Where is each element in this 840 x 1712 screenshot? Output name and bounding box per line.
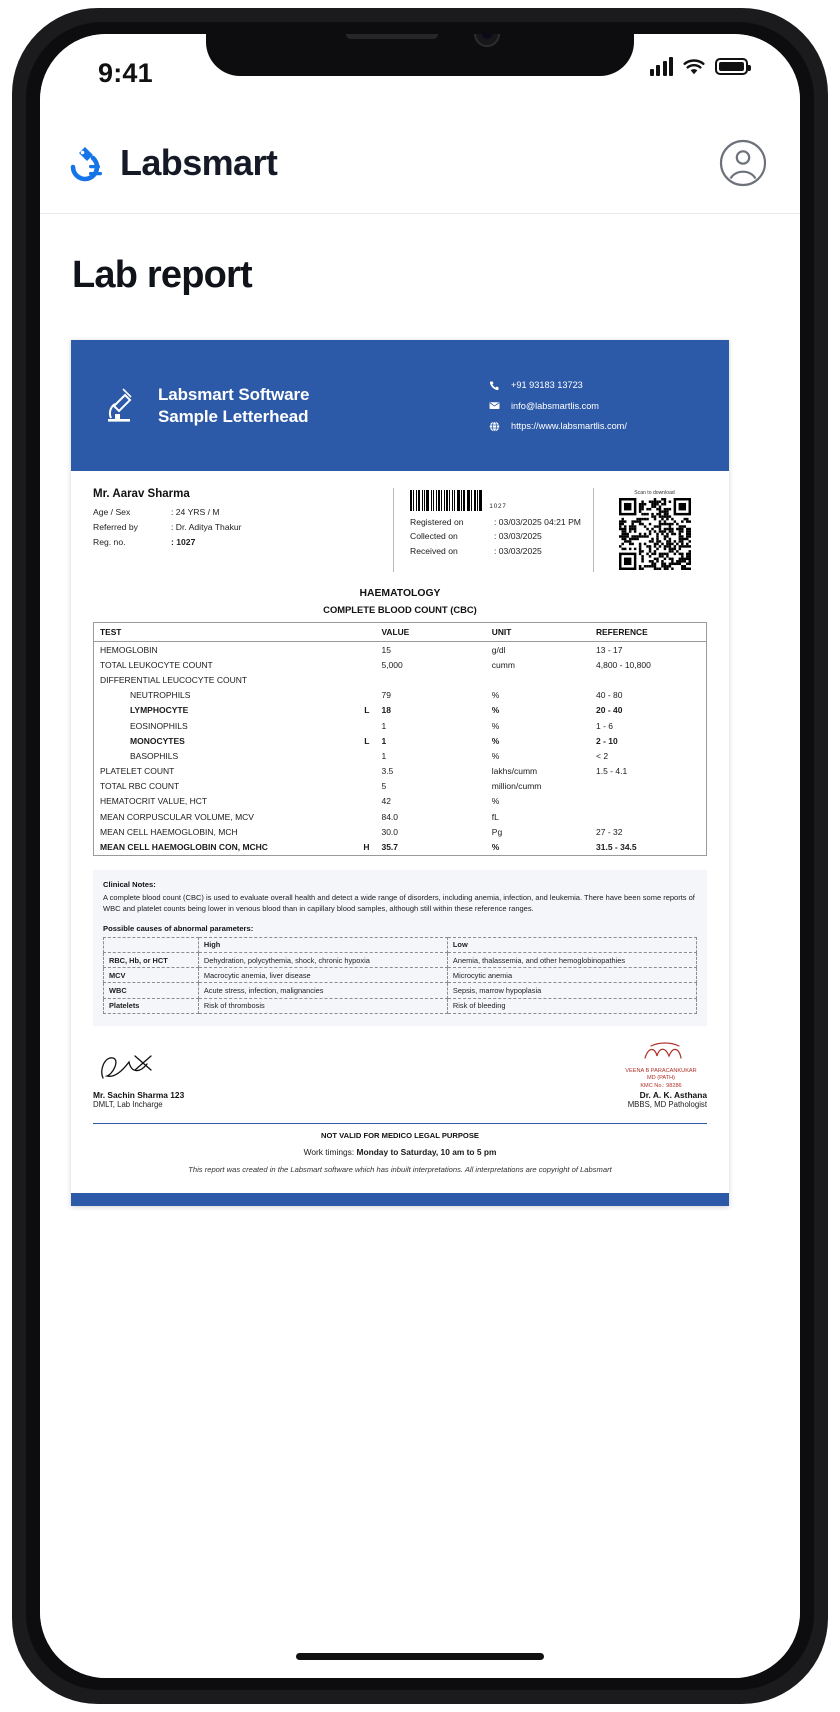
signature-icon [93,1050,167,1086]
brand-name: Labsmart [120,141,278,183]
received-on-row [410,544,583,558]
cell-flag [357,824,375,839]
cell-unit: % [491,842,500,853]
microscope-logo-icon [65,141,107,185]
causes-col-low: Low [447,937,696,952]
cell-reference: 4,800 - 10,800 [596,659,651,670]
cell-value: 5,000 [381,659,403,670]
patient-field-age-value: : 24 YRS / M [171,507,220,517]
pathologist-stamp [615,1068,707,1091]
earpiece-speaker [346,34,438,39]
cell-value: 35.7 [381,842,399,853]
notch [206,34,634,76]
cell-test: DIFFERENTIAL LEUCOCYTE COUNT [100,674,248,685]
letterhead-contacts [488,380,703,432]
patient-field-age-label: Age / Sex [93,507,131,517]
collected-on-label: Collected on [410,531,458,542]
page-title: Lab report [72,254,252,296]
cell-unit: Pg [491,826,503,837]
causes-row [104,953,697,968]
cell-value: 42 [381,796,391,807]
cell-low: Sepsis, marrow hypoplasia [447,983,696,998]
table-row [94,748,707,763]
results-body [94,642,707,856]
signature-right-name: Dr. A. K. Asthana [639,1090,707,1101]
cell-reference: < 2 [596,750,609,761]
table-row [94,657,707,672]
contact-email[interactable] [488,400,703,411]
table-row [94,733,707,748]
table-row [94,672,707,687]
cell-flag [357,688,375,703]
col-unit: UNIT [486,623,590,642]
causes-header-row [104,937,697,952]
cell-high: Macrocytic anemia, liver disease [198,968,447,983]
cell-value: 15 [381,644,391,655]
cell-value: 84.0 [381,811,399,822]
registered-on-row [410,515,583,529]
signature-left [93,1050,184,1109]
cell-test: HEMOGLOBIN [100,644,158,655]
page-content [40,214,800,1678]
table-row [94,764,707,779]
cell-reference [590,794,707,809]
cell-reference: 20 - 40 [596,705,623,716]
cell-unit: % [491,705,500,716]
cell-test: PLATELET COUNT [100,766,175,777]
cell-flag [357,718,375,733]
cell-parameter: WBC [104,983,199,998]
report-footer [93,1123,707,1184]
results-header-row [94,623,707,642]
patient-field-regno-value: : 1027 [171,536,196,547]
cell-value: 1 [381,750,387,761]
lab-report-document [71,340,729,1206]
causes-row [104,968,697,983]
letterhead-line2: Sample Letterhead [158,406,309,426]
stamp-qual: MD (PATH) [646,1075,676,1082]
footer-work-timings [93,1147,707,1157]
app-header [40,112,800,214]
cell-flag: L [364,705,370,716]
home-indicator[interactable] [296,1653,544,1660]
causes-row [104,983,697,998]
cell-test: TOTAL RBC COUNT [100,781,180,792]
cell-value: 79 [381,690,391,701]
cell-flag [357,642,375,658]
cell-value: 18 [381,705,391,716]
table-row [94,779,707,794]
work-timings-label: Work timings: [303,1147,355,1158]
col-reference: REFERENCE [590,623,707,642]
cell-value: 3.5 [381,766,394,777]
cell-test: MONOCYTES [130,735,185,746]
patient-details [93,488,393,572]
contact-website[interactable] [488,421,703,432]
cell-test: TOTAL LEUKOCYTE COUNT [100,659,213,670]
table-row [94,824,707,839]
cell-high: Risk of thrombosis [198,998,447,1013]
cell-test: LYMPHOCYTE [130,705,189,716]
cell-test: BASOPHILS [130,750,179,761]
patient-info-strip [71,471,729,584]
cell-test: MEAN CELL HAEMOGLOBIN, MCH [100,826,238,837]
cell-test: MEAN CORPUSCULAR VOLUME, MCV [100,811,254,822]
cell-unit: % [491,735,500,746]
patient-field-referred-value: : Dr. Aditya Thakur [171,521,242,532]
cell-unit: % [491,750,500,761]
cell-unit: % [491,720,500,731]
cell-reference: 27 - 32 [596,826,623,837]
front-camera-icon [474,34,500,47]
received-on-label: Received on [410,545,458,556]
panel-title: COMPLETE BLOOD COUNT (CBC) [323,604,477,615]
signature-left-name: Mr. Sachin Sharma 123 [93,1090,185,1101]
footer-blue-bar [71,1193,729,1206]
cell-unit [486,672,590,687]
table-row [94,794,707,809]
cell-reference: 1 - 6 [596,720,614,731]
department-title: HAEMATOLOGY [359,588,441,599]
patient-name: Mr. Aarav Sharma [93,488,190,500]
clinical-notes-panel [93,870,707,1026]
stamp-kmc: KMC No.: 98286 [640,1082,682,1089]
col-value: VALUE [375,623,485,642]
collected-on-row [410,529,583,543]
cell-low: Risk of bleeding [447,998,696,1013]
clinical-notes-body: A complete blood count (CBC) is used to evaluate overall health and detect a wide range of disorders, including anemia, infection, and leukemia. There have been some reports of WBC and platelet counts being lower in venous blood than in capillary blood samples, although still within these reference ranges. [103,892,695,914]
barcode-bars [410,490,482,511]
cell-high: Dehydration, polycythemia, shock, chronic hypoxia [198,953,447,968]
table-row [94,809,707,824]
registered-on-label: Registered on [410,517,464,527]
cell-unit: % [491,796,500,807]
wifi-icon [682,58,706,76]
stamp-name: VEENA B PARACANKUKAR [625,1067,697,1074]
patient-field-regno [93,535,393,550]
status-icons [650,57,749,76]
account-circle-icon[interactable] [718,138,768,193]
microscope-icon [101,384,141,428]
cell-test: NEUTROPHILS [130,690,191,701]
cell-high: Acute stress, infection, malignancies [198,983,447,998]
cell-value: 1 [381,735,387,746]
cell-flag [357,764,375,779]
table-row [94,839,707,855]
report-letterhead [71,340,729,471]
patient-field-age [93,505,393,520]
cell-unit: cumm [491,659,515,670]
cell-reference: 1.5 - 4.1 [596,766,628,777]
cell-flag [357,657,375,672]
cell-reference: 40 - 80 [596,690,623,701]
cell-parameter: Platelets [104,998,199,1013]
causes-body [104,953,697,1014]
table-row [94,642,707,658]
cell-low: Anemia, thalassemia, and other hemoglobinopathies [447,953,696,968]
registered-on-value: : 03/03/2025 04:21 PM [494,517,581,527]
globe-icon [488,421,501,432]
cell-reference: 13 - 17 [596,644,623,655]
cell-flag: H [363,842,370,853]
contact-phone-text: +91 93183 13723 [511,380,583,390]
cell-flag [357,672,375,687]
cell-flag [357,748,375,763]
cell-flag [357,809,375,824]
footer-disclaimer: This report was created in the Labsmart software which has inbuilt interpretations. All interpretations are copyright of Labsmart [188,1165,612,1175]
cell-parameter: MCV [104,968,199,983]
patient-field-referred [93,520,393,535]
clinical-notes-heading: Clinical Notes: [103,879,156,889]
results-table-wrap [71,622,729,856]
table-row [94,688,707,703]
cell-value: 5 [381,781,387,792]
cell-reference [590,809,707,824]
table-row [94,703,707,718]
pathologist-signature-icon [615,1042,707,1064]
table-row [94,718,707,733]
status-bar [40,34,800,112]
causes-table [103,937,697,1014]
cell-reference [590,779,707,794]
contact-phone[interactable] [488,380,703,391]
letterhead-title [158,384,309,428]
signature-left-role: DMLT, Lab Incharge [93,1100,163,1110]
cellular-bars-icon [650,57,674,76]
footer-notice: NOT VALID FOR MEDICO LEGAL PURPOSE [321,1131,479,1141]
work-timings-value: Monday to Saturday, 10 am to 5 pm [356,1147,497,1158]
col-test: TEST [94,623,376,642]
mail-icon [488,400,501,411]
signature-area [71,1026,729,1118]
results-table [93,622,707,856]
letterhead-line1: Labsmart Software [158,384,310,404]
causes-col-param [104,937,199,952]
barcode-number: 1027 [489,503,507,510]
qr-caption: Scan to download [634,490,675,496]
cell-unit: million/cumm [491,781,542,792]
cell-value: 1 [381,720,387,731]
cell-flag: L [364,735,370,746]
letterhead-identity [101,384,488,428]
cell-unit: lakhs/cumm [491,766,538,777]
cell-reference: 31.5 - 34.5 [596,842,637,853]
causes-col-high: High [198,937,447,952]
barcode [410,490,583,511]
phone-screen [40,34,800,1678]
collected-on-value: : 03/03/2025 [494,531,542,542]
cell-value [375,672,485,687]
cell-parameter: RBC, Hb, or HCT [104,953,199,968]
cell-reference: 2 - 10 [596,735,618,746]
cell-flag [357,779,375,794]
cell-test: MEAN CELL HAEMOGLOBIN CON, MCHC [100,842,268,853]
cell-low: Microcytic anemia [447,968,696,983]
brand-lockup[interactable] [65,141,277,185]
cell-test: EOSINOPHILS [130,720,188,731]
received-on-value: : 03/03/2025 [494,545,542,556]
cell-reference [590,672,707,687]
patient-field-referred-label: Referred by [93,521,138,532]
causes-row [104,998,697,1013]
registration-details [393,488,594,572]
signature-right-role: MBBS, MD Pathologist [627,1100,707,1110]
qr-code-icon[interactable] [619,498,691,570]
contact-email-text: info@labsmartlis.com [511,400,599,411]
contact-website-text: https://www.labsmartlis.com/ [511,421,627,431]
causes-heading: Possible causes of abnormal parameters: [103,923,254,933]
signature-right [615,1042,707,1110]
phone-icon [488,380,501,391]
cell-unit: % [491,690,500,701]
cell-value: 30.0 [381,826,399,837]
patient-field-regno-label: Reg. no. [93,536,126,547]
battery-full-icon [715,58,748,75]
cell-test: HEMATOCRIT VALUE, HCT [100,796,208,807]
status-clock: 9:41 [98,58,153,88]
cell-flag [357,794,375,809]
cell-unit: g/dl [491,644,506,655]
cell-unit: fL [491,811,499,822]
qr-block [602,488,707,572]
